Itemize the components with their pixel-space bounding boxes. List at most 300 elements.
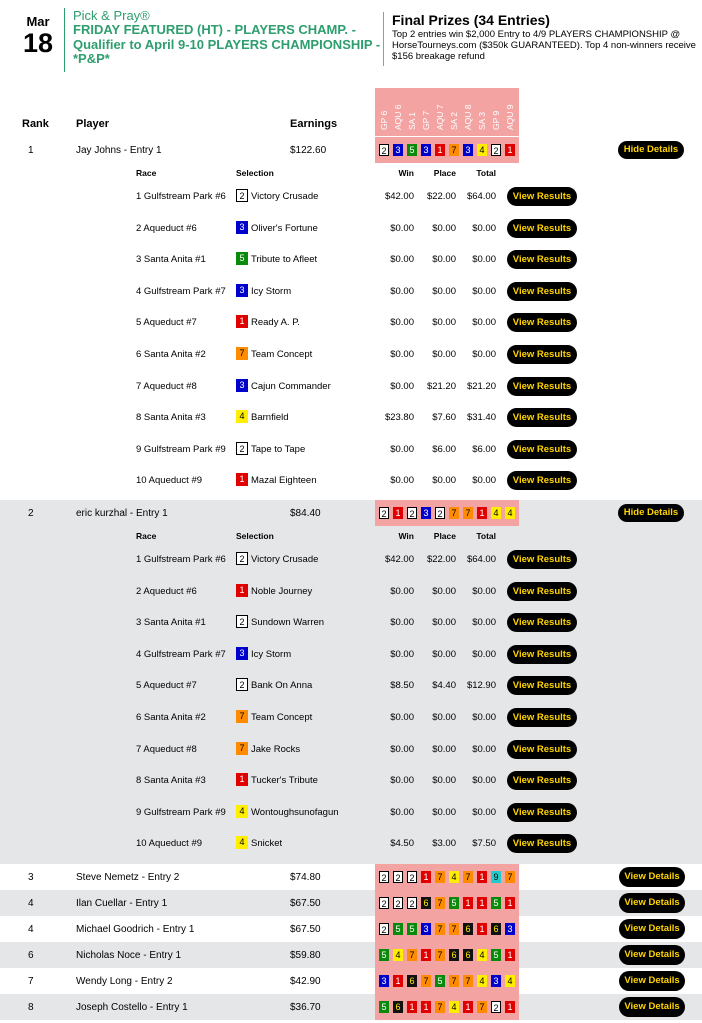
leaderboard-row	[0, 500, 702, 864]
view-results-button[interactable]: View Results	[507, 676, 577, 695]
detail-race: 2 Aqueduct #6	[136, 222, 197, 234]
view-details-button[interactable]: View Details	[619, 997, 685, 1017]
pick-box: 5	[491, 897, 501, 909]
detail-row	[0, 244, 702, 275]
detail-row	[0, 307, 702, 338]
pick-box: 1	[477, 897, 487, 909]
race-header-text: SA 2	[449, 112, 459, 130]
selection-number-box: 2	[236, 189, 248, 202]
player-name: Joseph Costello - Entry 1	[76, 1002, 188, 1013]
pick-box: 5	[491, 949, 501, 961]
view-details-button[interactable]: View Details	[619, 945, 685, 965]
total-amount: $0.00	[472, 222, 496, 234]
detail-race: 8 Santa Anita #3	[136, 412, 206, 424]
pick-box: 5	[379, 1001, 389, 1013]
detail-race: 9 Gulfstream Park #9	[136, 806, 226, 818]
pick-box: 2	[407, 507, 417, 519]
place-amount: $6.00	[432, 443, 456, 455]
total-amount: $0.00	[472, 317, 496, 329]
pick-box: 7	[449, 144, 459, 156]
detail-race: 3 Santa Anita #1	[136, 617, 206, 629]
selection-name: Bank On Anna	[251, 680, 313, 692]
total-amount: $0.00	[472, 475, 496, 487]
pick-box: 4	[449, 871, 459, 883]
detail-race: 1 Gulfstream Park #6	[136, 191, 226, 202]
win-amount: $0.00	[390, 617, 414, 629]
selection-name: Victory Crusade	[251, 554, 319, 565]
win-amount: $0.00	[390, 475, 414, 487]
player-name: Jay Johns - Entry 1	[76, 145, 162, 156]
pick-box: 5	[393, 923, 403, 935]
place-amount: $21.20	[426, 380, 456, 392]
pick-box: 4	[505, 507, 515, 519]
player-name: Michael Goodrich - Entry 1	[76, 924, 195, 935]
pick-strip	[375, 994, 519, 1020]
detail-race: 9 Gulfstream Park #9	[136, 443, 226, 455]
pick-box: 7	[449, 507, 459, 519]
rank-cell: 7	[28, 976, 34, 987]
place-amount: $22.00	[426, 191, 456, 202]
detail-race: 6 Santa Anita #2	[136, 712, 206, 723]
pick-box: 7	[463, 507, 473, 519]
selection-number-box: 7	[236, 347, 248, 360]
pick-box: 2	[435, 507, 445, 519]
place-amount: $0.00	[432, 743, 456, 755]
view-results-button[interactable]: View Results	[507, 377, 577, 396]
pick-box: 1	[421, 1001, 431, 1013]
total-amount: $6.00	[472, 443, 496, 455]
pick-box: 1	[505, 949, 515, 961]
detail-race: 8 Santa Anita #3	[136, 775, 206, 787]
pick-box: 7	[477, 1001, 487, 1013]
detail-race: 7 Aqueduct #8	[136, 380, 197, 392]
pick-box: 4	[477, 975, 487, 987]
pick-box: 7	[435, 923, 445, 935]
selection-number-box: 4	[236, 410, 248, 423]
selection-name: Mazal Eighteen	[251, 475, 317, 487]
pick-box: 7	[435, 949, 445, 961]
place-amount: $0.00	[432, 712, 456, 723]
earnings-value: $74.80	[290, 872, 321, 883]
race-header-label	[462, 90, 474, 130]
pick-box: 7	[435, 1001, 445, 1013]
view-results-button[interactable]: View Results	[507, 313, 577, 332]
detail-header-place: Place	[433, 168, 456, 178]
total-amount: $64.00	[466, 191, 496, 202]
earnings-value: $36.70	[290, 1002, 321, 1013]
pick-box: 1	[421, 871, 431, 883]
pick-box: 2	[491, 1001, 501, 1013]
view-results-button[interactable]: View Results	[507, 708, 577, 727]
total-amount: $0.00	[472, 617, 496, 629]
selection-number-box: 2	[236, 615, 248, 628]
pick-box: 4	[449, 1001, 459, 1013]
pick-box: 7	[435, 897, 445, 909]
pick-box: 7	[463, 975, 473, 987]
pick-box: 3	[463, 144, 473, 156]
selection-name: Victory Crusade	[251, 191, 319, 202]
view-results-button[interactable]: View Results	[507, 582, 577, 601]
view-results-button[interactable]: View Results	[507, 803, 577, 822]
selection-number-box: 1	[236, 773, 248, 786]
pick-box: 1	[505, 897, 515, 909]
pick-box: 2	[407, 871, 417, 883]
race-header-text: AQU 7	[435, 104, 445, 130]
detail-row	[0, 828, 702, 859]
detail-row	[0, 434, 702, 465]
view-results-button[interactable]: View Results	[507, 834, 577, 853]
contest-title: FRIDAY FEATURED (HT) - PLAYERS CHAMP. - Qualifier to April 9-10 PLAYERS CHAMPIONSHIP - *P&P*	[73, 22, 381, 66]
race-header-text: GP 6	[379, 110, 389, 130]
detail-race: 10 Aqueduct #9	[136, 838, 203, 850]
race-header-label	[504, 90, 516, 130]
win-amount: $0.00	[390, 443, 414, 455]
view-results-button[interactable]: View Results	[507, 740, 577, 759]
win-amount: $0.00	[390, 585, 414, 597]
pick-box: 4	[491, 507, 501, 519]
view-results-button[interactable]: View Results	[507, 471, 577, 490]
detail-row	[0, 276, 702, 307]
detail-row	[0, 607, 702, 638]
win-amount: $0.00	[390, 712, 414, 723]
pick-box: 6	[449, 949, 459, 961]
pick-box: 2	[393, 897, 403, 909]
selection-number-box: 3	[236, 647, 248, 660]
pick-box: 3	[505, 923, 515, 935]
pick-box: 3	[421, 923, 431, 935]
total-amount: $12.90	[466, 680, 496, 692]
win-amount: $0.00	[390, 775, 414, 787]
selection-name: Tribute to Afleet	[251, 254, 318, 266]
race-header-text: SA 1	[407, 112, 417, 130]
pick-box: 3	[421, 507, 431, 519]
pick-strip	[375, 500, 519, 526]
pick-box: 4	[393, 949, 403, 961]
place-amount: $0.00	[432, 585, 456, 597]
leaderboard-row	[0, 864, 702, 890]
pick-box: 4	[505, 975, 515, 987]
pick-box: 6	[491, 923, 501, 935]
detail-row	[0, 734, 702, 765]
pick-box: 1	[463, 897, 473, 909]
race-header-text: SA 3	[477, 112, 487, 130]
view-results-button[interactable]: View Results	[507, 440, 577, 459]
view-results-button[interactable]: View Results	[507, 250, 577, 269]
player-column-header: Player	[76, 118, 110, 130]
race-header-text: GP 7	[421, 110, 431, 130]
race-header-text: GP 9	[491, 110, 501, 130]
page-header	[0, 0, 702, 80]
win-amount: $0.00	[390, 380, 414, 392]
pick-box: 2	[393, 871, 403, 883]
pick-box: 6	[463, 949, 473, 961]
race-header-text: AQU 8	[463, 104, 473, 130]
pick-box: 5	[449, 897, 459, 909]
selection-number-box: 1	[236, 584, 248, 597]
total-amount: $7.50	[472, 838, 496, 850]
place-amount: $7.60	[432, 412, 456, 424]
place-amount: $0.00	[432, 475, 456, 487]
pick-box: 7	[449, 923, 459, 935]
detail-race: 6 Santa Anita #2	[136, 349, 206, 360]
view-details-button[interactable]: View Details	[619, 867, 685, 887]
contest-brand: Pick & Pray®	[73, 8, 150, 23]
win-amount: $0.00	[390, 349, 414, 360]
pick-box: 3	[379, 975, 389, 987]
race-header-label	[420, 90, 432, 130]
rank-cell: 4	[28, 924, 34, 935]
pick-box: 2	[407, 897, 417, 909]
date-block	[18, 14, 58, 57]
detail-row	[0, 181, 702, 212]
win-amount: $8.50	[390, 680, 414, 692]
view-results-button[interactable]: View Results	[507, 345, 577, 364]
leaderboard-row	[0, 942, 702, 968]
total-amount: $0.00	[472, 712, 496, 723]
leaderboard-row	[0, 968, 702, 994]
detail-row	[0, 797, 702, 828]
pick-box: 3	[393, 144, 403, 156]
race-header-text: AQU 6	[393, 104, 403, 130]
selection-name: Team Concept	[251, 712, 313, 723]
leaderboard-row	[0, 994, 702, 1020]
win-amount: $0.00	[390, 285, 414, 297]
total-amount: $0.00	[472, 285, 496, 297]
pick-box: 9	[491, 871, 501, 883]
detail-race: 3 Santa Anita #1	[136, 254, 206, 266]
selection-number-box: 4	[236, 836, 248, 849]
rank-cell: 1	[28, 145, 34, 156]
pick-box: 1	[393, 507, 403, 519]
hide-details-button[interactable]: Hide Details	[618, 141, 684, 159]
player-name: eric kurzhal - Entry 1	[76, 508, 168, 519]
pick-box: 7	[463, 871, 473, 883]
detail-row	[0, 639, 702, 670]
pick-box: 3	[421, 144, 431, 156]
view-results-button[interactable]: View Results	[507, 613, 577, 632]
place-amount: $0.00	[432, 254, 456, 266]
detail-row	[0, 702, 702, 733]
prizes-block	[383, 12, 702, 66]
selection-name: Wontoughsunofagun	[251, 806, 339, 818]
detail-header-win: Win	[398, 531, 414, 541]
selection-name: Sundown Warren	[251, 617, 325, 629]
selection-name: Icy Storm	[251, 648, 292, 660]
win-amount: $4.50	[390, 838, 414, 850]
hide-details-button[interactable]: Hide Details	[618, 504, 684, 522]
selection-name: Tucker's Tribute	[251, 775, 318, 787]
view-results-button[interactable]: View Results	[507, 550, 577, 569]
detail-row	[0, 765, 702, 796]
view-details-button[interactable]: View Details	[619, 919, 685, 939]
win-amount: $0.00	[390, 222, 414, 234]
selection-name: Snicket	[251, 838, 283, 850]
place-amount: $22.00	[426, 554, 456, 565]
view-results-button[interactable]: View Results	[507, 771, 577, 790]
detail-row	[0, 402, 702, 433]
pick-box: 5	[407, 144, 417, 156]
view-details-button[interactable]: View Details	[619, 893, 685, 913]
pick-strip	[375, 864, 519, 890]
race-header-label	[434, 90, 446, 130]
contest-title-block	[64, 8, 385, 72]
selection-number-box: 4	[236, 805, 248, 818]
detail-header-selection: Selection	[236, 168, 274, 178]
total-amount: $0.00	[472, 775, 496, 787]
player-name: Steve Nemetz - Entry 2	[76, 872, 180, 883]
total-amount: $0.00	[472, 349, 496, 360]
rank-column-header: Rank	[22, 118, 49, 130]
view-results-button[interactable]: View Results	[507, 645, 577, 664]
detail-header-place: Place	[433, 531, 456, 541]
pick-box: 3	[491, 975, 501, 987]
view-results-button[interactable]: View Results	[507, 408, 577, 427]
race-header-band	[375, 88, 519, 136]
pick-strip	[375, 916, 519, 942]
win-amount: $0.00	[390, 254, 414, 266]
total-amount: $21.20	[466, 380, 496, 392]
pick-box: 5	[407, 923, 417, 935]
win-amount: $0.00	[390, 317, 414, 329]
win-amount: $0.00	[390, 806, 414, 818]
earnings-value: $59.80	[290, 950, 321, 961]
detail-row	[0, 213, 702, 244]
view-results-button[interactable]: View Results	[507, 219, 577, 238]
place-amount: $0.00	[432, 349, 456, 360]
pick-box: 2	[491, 144, 501, 156]
selection-number-box: 1	[236, 315, 248, 328]
date-day: 18	[22, 28, 54, 58]
leaderboard-row	[0, 890, 702, 916]
pick-box: 7	[505, 871, 515, 883]
pick-box: 4	[477, 949, 487, 961]
place-amount: $0.00	[432, 806, 456, 818]
selection-name: Icy Storm	[251, 285, 292, 297]
pick-box: 1	[407, 1001, 417, 1013]
race-header-label	[392, 90, 404, 130]
race-header-label	[490, 90, 502, 130]
selection-name: Oliver's Fortune	[251, 222, 318, 234]
place-amount: $0.00	[432, 775, 456, 787]
race-header-label	[406, 90, 418, 130]
earnings-value: $42.90	[290, 976, 321, 987]
selection-name: Barnfield	[251, 412, 289, 424]
pick-box: 6	[407, 975, 417, 987]
total-amount: $0.00	[472, 585, 496, 597]
pick-box: 4	[477, 144, 487, 156]
pick-box: 2	[379, 871, 389, 883]
pick-box: 1	[505, 144, 515, 156]
pick-box: 7	[407, 949, 417, 961]
selection-number-box: 1	[236, 473, 248, 486]
pick-box: 1	[435, 144, 445, 156]
detail-race: 5 Aqueduct #7	[136, 680, 197, 692]
pick-box: 2	[379, 144, 389, 156]
total-amount: $64.00	[466, 554, 496, 565]
player-name: Nicholas Noce - Entry 1	[76, 950, 182, 961]
pick-strip	[375, 968, 519, 994]
total-amount: $0.00	[472, 743, 496, 755]
earnings-value: $122.60	[290, 145, 327, 156]
win-amount: $42.00	[384, 554, 414, 565]
detail-header-total: Total	[476, 531, 496, 541]
detail-row	[0, 576, 702, 607]
pick-box: 7	[435, 871, 445, 883]
selection-name: Ready A. P.	[251, 317, 300, 329]
pick-box: 1	[505, 1001, 515, 1013]
pick-box: 1	[477, 923, 487, 935]
pick-box: 2	[379, 507, 389, 519]
leaderboard-row	[0, 137, 702, 500]
pick-box: 6	[393, 1001, 403, 1013]
detail-row	[0, 465, 702, 496]
player-name: Wendy Long - Entry 2	[76, 976, 173, 987]
detail-race: 7 Aqueduct #8	[136, 743, 197, 755]
selection-number-box: 2	[236, 678, 248, 691]
win-amount: $0.00	[390, 648, 414, 660]
selection-number-box: 3	[236, 284, 248, 297]
pick-box: 1	[477, 871, 487, 883]
detail-header-race: Race	[136, 531, 157, 541]
prizes-description: Top 2 entries win $2,000 Entry to 4/9 PLAYERS CHAMPIONSHIP @ HorseTourneys.com ($350k GUARANTEED). Top 4 non-winners receive $156 breakage refund	[392, 29, 696, 62]
earnings-column-header: Earnings	[290, 118, 338, 130]
view-details-button[interactable]: View Details	[619, 971, 685, 991]
rank-cell: 6	[28, 950, 34, 961]
detail-header-race: Race	[136, 168, 157, 178]
race-header-label	[448, 90, 460, 130]
detail-race: 1 Gulfstream Park #6	[136, 554, 226, 565]
pick-strip	[375, 890, 519, 916]
detail-race: 4 Gulfstream Park #7	[136, 285, 226, 297]
selection-name: Noble Journey	[251, 585, 313, 597]
win-amount: $42.00	[384, 191, 414, 202]
view-results-button[interactable]: View Results	[507, 282, 577, 301]
place-amount: $0.00	[432, 648, 456, 660]
place-amount: $0.00	[432, 222, 456, 234]
pick-box: 2	[379, 923, 389, 935]
earnings-value: $67.50	[290, 924, 321, 935]
pick-strip	[375, 942, 519, 968]
rank-cell: 2	[28, 508, 34, 519]
race-header-label	[378, 90, 390, 130]
detail-row	[0, 371, 702, 402]
earnings-value: $84.40	[290, 508, 321, 519]
prizes-title: Final Prizes (34 Entries)	[392, 12, 550, 28]
pick-box: 5	[435, 975, 445, 987]
leaderboard-row	[0, 916, 702, 942]
view-results-button[interactable]: View Results	[507, 187, 577, 206]
detail-race: 10 Aqueduct #9	[136, 475, 203, 487]
date-month: Mar	[26, 14, 50, 29]
pick-box: 1	[463, 1001, 473, 1013]
pick-box: 6	[421, 897, 431, 909]
player-name: Ilan Cuellar - Entry 1	[76, 898, 168, 909]
selection-number-box: 7	[236, 710, 248, 723]
total-amount: $31.40	[466, 412, 496, 424]
selection-number-box: 2	[236, 442, 248, 455]
selection-number-box: 7	[236, 742, 248, 755]
pick-strip	[375, 137, 519, 163]
selection-number-box: 3	[236, 379, 248, 392]
selection-name: Jake Rocks	[251, 743, 301, 755]
race-header-text: AQU 9	[505, 104, 515, 130]
pick-box: 5	[379, 949, 389, 961]
pick-box: 7	[449, 975, 459, 987]
pick-box: 1	[477, 507, 487, 519]
place-amount: $0.00	[432, 317, 456, 329]
total-amount: $0.00	[472, 254, 496, 266]
detail-row	[0, 339, 702, 370]
